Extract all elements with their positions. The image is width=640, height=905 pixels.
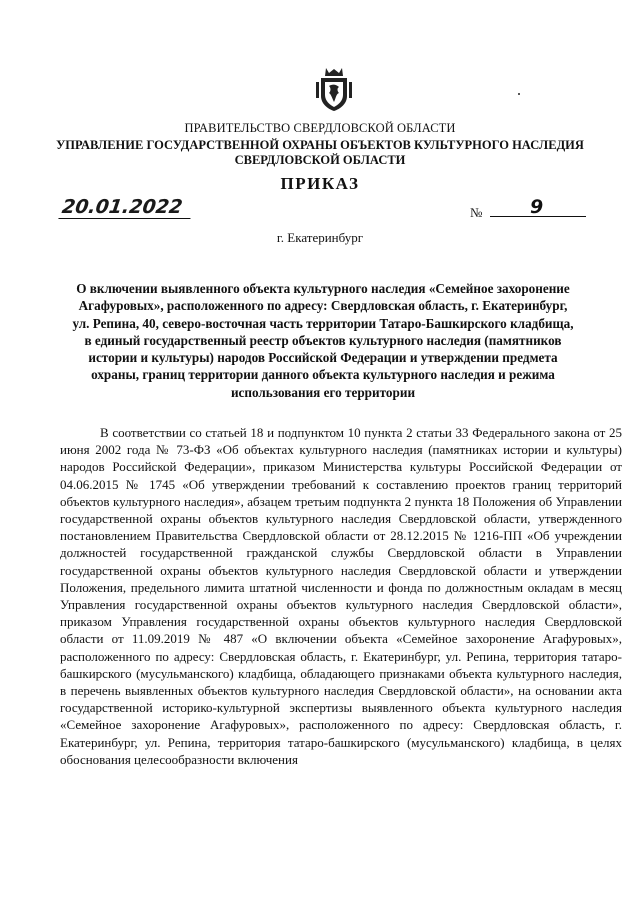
coat-of-arms-emblem	[315, 64, 353, 112]
scan-dot	[518, 93, 520, 95]
number-label: №	[470, 205, 483, 220]
department-name-line1: УПРАВЛЕНИЕ ГОСУДАРСТВЕННОЙ ОХРАНЫ ОБЪЕКТОВ КУЛЬТУРНОГО НАСЛЕДИЯ	[56, 138, 584, 152]
handwritten-number: 9	[530, 196, 544, 218]
body-paragraph: В соответствии со статьей 18 и подпунктом 10 пункта 2 статьи 33 Федерального закона от 25 июня 2002 года № 73-ФЗ «Об объектах культурного наследия (памятниках истории и культуры) народов Российской Федерации», приказом Министерства культуры Российской Федерации от 04.06.2015 № 1745 «Об утверждении требований к составлению проектов границ территорий объектов культурного наследия», абзацем третьим подпункта 2 пункта 18 Положения об Управлении государственной охраны объектов культурного наследия Свердловской области, утвержденного постановлением Правительства Свердловской области от 28.12.2015 № 1216-ПП «Об учреждении должностей государственной гражданской службы Свердловской области в Управлении государственной охраны объектов культурного наследия Свердловской области и утверждении Положения, предельного лимита штатной численности и фонда по должностным окладам в месяц Управления государственной охраны объектов культурного наследия Свердловской области», приказом Управления государственной охраны объектов культурного наследия Свердловской области от 11.09.2019 № 487 «О включении объекта «Семейное захоронение Агафуровых», расположенного по адресу: Свердловская область, г. Екатеринбург, ул. Репина, территория татаро-башкирского (мусульманского) кладбища, обладающего признаками объекта культурного наследия, в перечень выявленных объектов культурного наследия Свердловской области», на основании акта государственной историко-культурной экспертизы выявленного объекта культурного наследия «Семейное захоронение Агафуровых», расположенного по адресу: Свердловская область, г. Екатеринбург, ул. Репина, территория татаро-башкирского (мусульманского) кладбища, в целях обоснования целесообразности включения	[60, 425, 622, 767]
handwritten-date: 20.01.2022	[58, 196, 193, 219]
government-name: ПРАВИТЕЛЬСТВО СВЕРДЛОВСКОЙ ОБЛАСТИ	[184, 121, 456, 135]
order-title: О включении выявленного объекта культурного наследия «Семейное захоронение Агафуровых», расположенного по адресу: Свердловская область, г. Екатеринбург, ул. Репина, 40, северо-восточная часть территории Татаро-Башкирского кладбища, в единый государственный реестр объектов культурного наследия (памятников истории и культуры) народов Российской Федерации и утверждении предмета охраны, границ территории данного объекта культурного наследия и режима использования его территории	[72, 281, 574, 400]
department-name-line2: СВЕРДЛОВСКОЙ ОБЛАСТИ	[234, 153, 406, 167]
document-type: ПРИКАЗ	[280, 174, 360, 193]
order-body	[60, 424, 622, 768]
city: г. Екатеринбург	[276, 230, 364, 245]
